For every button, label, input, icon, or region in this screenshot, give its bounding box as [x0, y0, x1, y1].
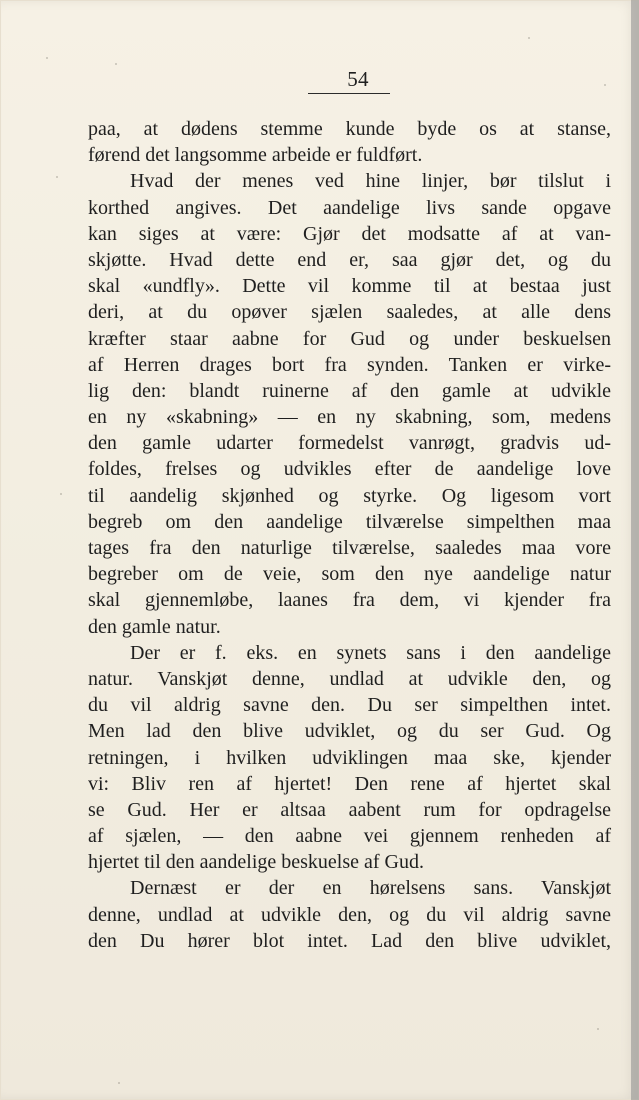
text-line: tages fra den naturlige tilværelse, saaledes maa vore	[88, 537, 611, 559]
text-line: lig den: blandt ruinerne af den gamle at udvikle	[88, 379, 611, 402]
text-line: paa, at dødens stemme kunde byde os at stanse,	[88, 118, 611, 140]
text-line: førend det langsomme arbeide er fuldført.	[88, 144, 423, 167]
text-line: denne, undlad at udvikle den, og du vil aldrig savne	[88, 903, 611, 926]
text-line: natur. Vanskjøt denne, undlad at udvikle den, og	[88, 667, 611, 690]
text-line: Hvad der menes ved hine linjer, bør tilslut i	[130, 170, 611, 193]
paper-speck	[118, 1082, 120, 1084]
text-line: skal «undfly». Dette vil komme til at bestaa just	[88, 275, 611, 298]
paper-speck	[597, 1028, 599, 1030]
text-line: skal gjennemløbe, laanes fra dem, vi kjender fra	[88, 589, 611, 612]
text-line: begreb om den aandelige tilværelse simpelthen maa	[88, 510, 611, 533]
body-text	[88, 116, 611, 954]
text-line: den gamle udarter formedelst vanrøgt, gradvis ud-	[88, 432, 611, 455]
paper-speck	[60, 493, 62, 495]
text-line: foldes, frelses og udvikles efter de aandelige love	[88, 458, 611, 481]
text-line: du vil aldrig savne den. Du ser simpelthen intet.	[88, 694, 611, 717]
page-number-rule	[308, 93, 390, 94]
text-line: til aandelig skjønhed og styrke. Og ligesom vort	[88, 484, 611, 507]
page-right-border	[631, 0, 639, 1100]
page-number: 54	[347, 67, 369, 91]
text-line: korthed angives. Det aandelige livs sande opgave	[88, 196, 611, 219]
text-line: Der er f. eks. en synets sans i den aandelige	[130, 641, 611, 664]
text-line: se Gud. Her er altsaa aabent rum for opdragelse	[88, 798, 611, 821]
text-line: begreber om de veie, som den nye aandelige natur	[88, 563, 611, 586]
paper-speck	[528, 37, 530, 39]
text-line: skjøtte. Hvad dette end er, saa gjør det, og du	[88, 248, 611, 271]
text-line: kan siges at være: Gjør det modsatte af at van-	[88, 222, 611, 245]
text-line: retningen, i hvilken udviklingen maa ske, kjender	[88, 746, 611, 769]
text-line: deri, at du opøver sjælen saaledes, at alle dens	[88, 301, 611, 324]
text-line: af sjælen, — den aabne vei gjennem renheden af	[88, 825, 611, 848]
paper-speck	[56, 176, 58, 178]
text-line: kræfter staar aabne for Gud og under beskuelsen	[88, 327, 611, 350]
paper-speck	[604, 84, 606, 86]
text-line: vi: Bliv ren af hjertet! Den rene af hjertet skal	[88, 772, 611, 795]
text-line: Dernæst er der en hørelsens sans. Vanskjøt	[130, 877, 611, 900]
paper-speck	[115, 63, 117, 65]
text-line: hjertet til den aandelige beskuelse af Gud.	[88, 851, 424, 874]
text-line: af Herren drages bort fra synden. Tanken er virke-	[88, 353, 611, 376]
paper-speck	[46, 57, 48, 59]
text-line: en ny «skabning» — en ny skabning, som, medens	[88, 406, 611, 429]
text-line: den gamle natur.	[88, 615, 221, 638]
text-line: den Du hører blot intet. Lad den blive udviklet,	[88, 929, 611, 952]
text-line: Men lad den blive udviklet, og du ser Gud. Og	[88, 720, 611, 743]
